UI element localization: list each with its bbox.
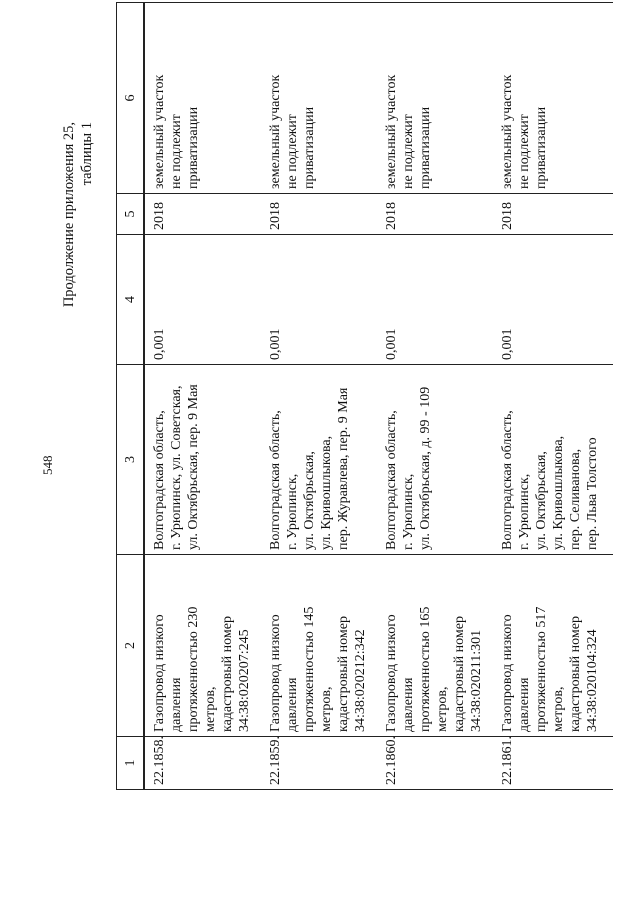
- name-line: кадастровый номер: [452, 616, 467, 732]
- name-line: кадастровый номер: [220, 616, 235, 732]
- column-header-3: 3: [117, 365, 145, 555]
- note-line: приватизации: [302, 106, 317, 189]
- table-row: [493, 3, 613, 790]
- column-header-6: 6: [117, 3, 145, 194]
- object-value: 0,001: [261, 235, 377, 365]
- object-address: [261, 365, 377, 555]
- note-line: земельный участок: [152, 74, 167, 189]
- address-line: г. Урюпинск,: [285, 473, 300, 550]
- table-row: [144, 3, 261, 790]
- address-line: ул. Октябрьская,: [534, 451, 549, 550]
- row-number: 22.1860.: [377, 737, 493, 790]
- object-address: [377, 365, 493, 555]
- object-name: [144, 555, 261, 737]
- object-note: [261, 3, 377, 194]
- note-line: не подлежит: [401, 114, 416, 189]
- address-line: пер. Селиванова,: [568, 448, 583, 550]
- object-address: [144, 365, 261, 555]
- name-line: протяженностью 517 метров,: [534, 606, 566, 732]
- object-note: [377, 3, 493, 194]
- row-number: 22.1859.: [261, 737, 377, 790]
- address-line: ул. Октябрьская,: [302, 451, 317, 550]
- continuation-heading: [60, 122, 96, 307]
- object-value: 0,001: [144, 235, 261, 365]
- note-line: не подлежит: [285, 114, 300, 189]
- row-number: 22.1861.: [493, 737, 613, 790]
- object-note: [144, 3, 261, 194]
- column-header-4: 4: [117, 235, 145, 365]
- name-line: Газопровод низкого давления: [268, 614, 300, 732]
- object-name: [377, 555, 493, 737]
- name-line: Газопровод низкого давления: [384, 614, 416, 732]
- object-address: [493, 365, 613, 555]
- name-line: кадастровый номер: [568, 616, 583, 732]
- address-line: пер. Журавлева, пер. 9 Мая: [336, 387, 351, 550]
- note-line: приватизации: [418, 106, 433, 189]
- continuation-line-2: таблицы 1: [79, 122, 95, 186]
- name-line: Газопровод низкого давления: [500, 614, 532, 732]
- note-line: земельный участок: [268, 74, 283, 189]
- name-line: протяженностью 230 метров,: [186, 606, 218, 732]
- name-line: 34:38:020104:324: [585, 629, 600, 732]
- name-line: 34:38:020212:342: [353, 629, 368, 732]
- name-line: 34:38:020207:245: [237, 629, 252, 732]
- column-header-2: 2: [117, 555, 145, 737]
- name-line: протяженностью 165 метров,: [418, 606, 450, 732]
- address-line: пер. Льва Толстого: [585, 437, 600, 550]
- note-line: приватизации: [186, 106, 201, 189]
- page-number: 548: [40, 455, 55, 475]
- address-line: Волгоградская область,: [152, 410, 167, 550]
- column-header-5: 5: [117, 194, 145, 235]
- continuation-line-1: Продолжение приложения 25,: [61, 122, 77, 308]
- note-line: земельный участок: [384, 74, 399, 189]
- name-line: 34:38:020211:301: [469, 629, 484, 732]
- column-number-row: [117, 3, 145, 790]
- object-name: [493, 555, 613, 737]
- note-line: не подлежит: [169, 114, 184, 189]
- address-line: ул. Кривошлыкова,: [319, 435, 334, 550]
- object-year: 2018: [493, 194, 613, 235]
- object-value: 0,001: [493, 235, 613, 365]
- row-number: 22.1858.: [144, 737, 261, 790]
- note-line: приватизации: [534, 106, 549, 189]
- object-year: 2018: [377, 194, 493, 235]
- table-row: [377, 3, 493, 790]
- object-year: 2018: [261, 194, 377, 235]
- address-line: г. Урюпинск,: [401, 473, 416, 550]
- note-line: не подлежит: [517, 114, 532, 189]
- address-line: ул. Октябрьская, д. 99 - 109: [418, 386, 433, 550]
- registry-table: [116, 2, 613, 790]
- name-line: протяженностью 145 метров,: [302, 606, 334, 732]
- address-line: г. Урюпинск,: [517, 473, 532, 550]
- address-line: Волгоградская область,: [268, 410, 283, 550]
- address-line: ул. Кривошлыкова,: [551, 435, 566, 550]
- name-line: Газопровод низкого давления: [152, 614, 184, 732]
- name-line: кадастровый номер: [336, 616, 351, 732]
- object-note: [493, 3, 613, 194]
- address-line: Волгоградская область,: [500, 410, 515, 550]
- table-row: [261, 3, 377, 790]
- address-line: г. Урюпинск, ул. Советская,: [169, 385, 184, 550]
- object-year: 2018: [144, 194, 261, 235]
- address-line: Волгоградская область,: [384, 410, 399, 550]
- note-line: земельный участок: [500, 74, 515, 189]
- object-value: 0,001: [377, 235, 493, 365]
- object-name: [261, 555, 377, 737]
- address-line: ул. Октябрьская, пер. 9 Мая: [186, 384, 201, 550]
- column-header-1: 1: [117, 737, 145, 790]
